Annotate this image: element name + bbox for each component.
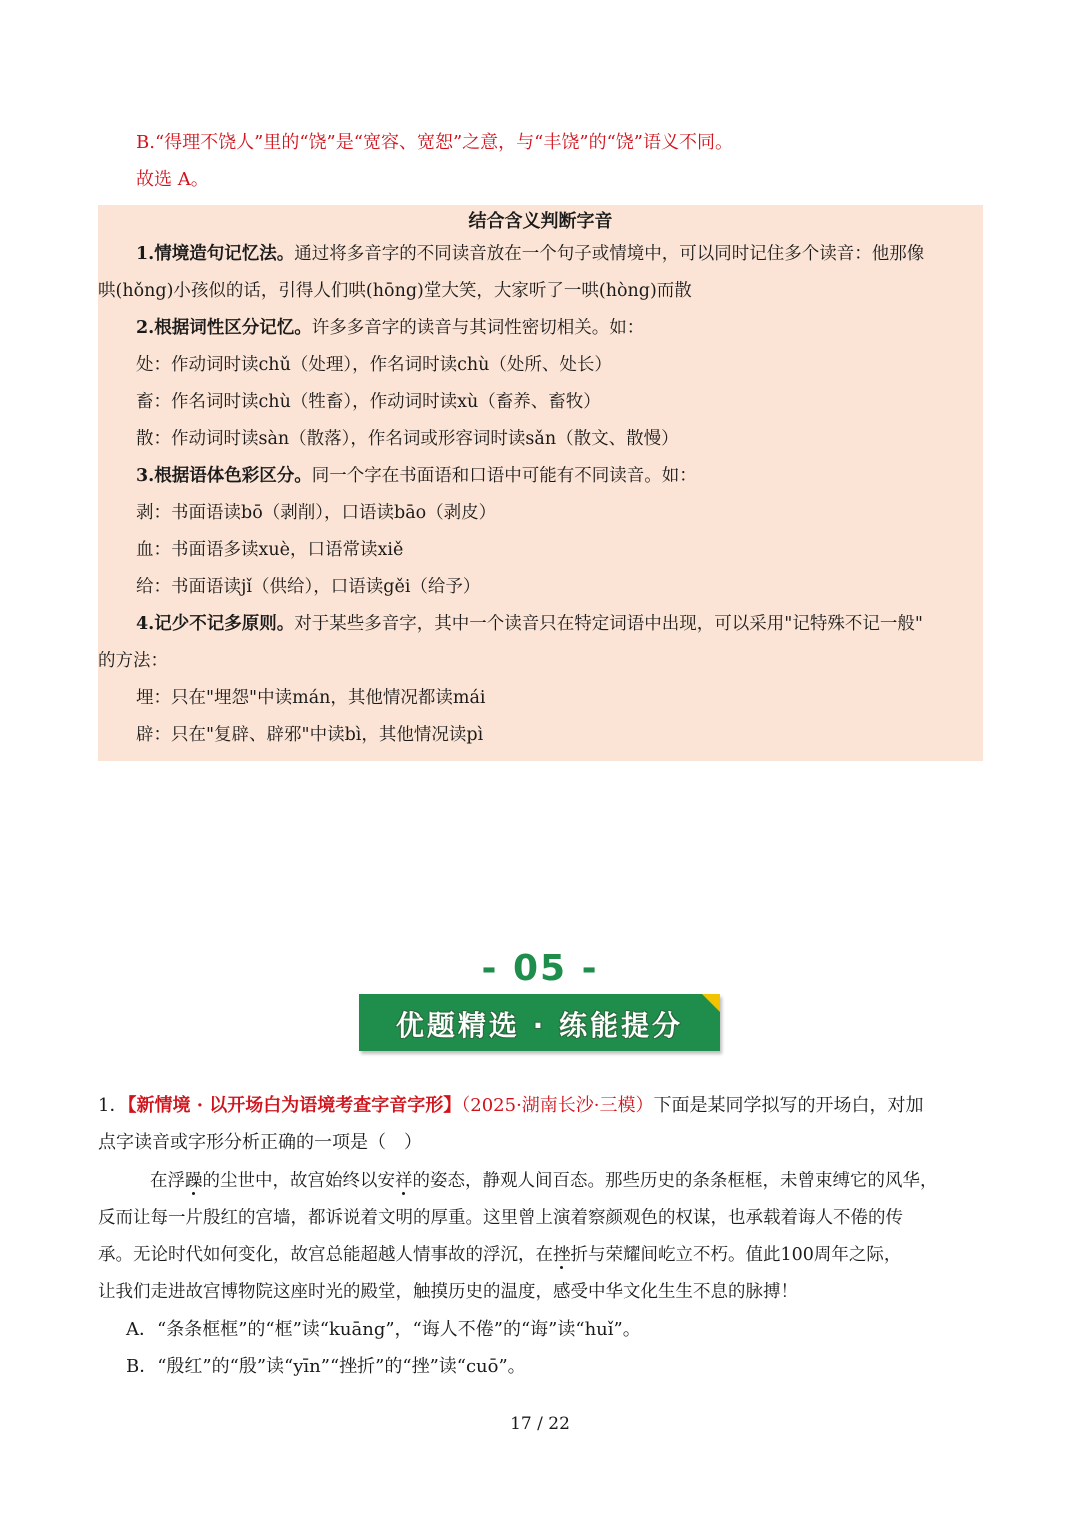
passage-text: 的尘世中，故宫始终以安 bbox=[202, 1171, 395, 1191]
passage-text: 折与荣耀间屹立不朽。值此100周年之际， bbox=[570, 1245, 902, 1265]
answer-conclusion: 故选 A。 bbox=[136, 169, 209, 190]
tip-continuation: 的方法： bbox=[98, 651, 168, 671]
tip-continuation: 哄(hǒng)小孩似的话，引得人们哄(hōng)堂大笑，大家听了一哄(hòng)而散 bbox=[98, 281, 692, 301]
passage-line bbox=[150, 1169, 938, 1193]
question-stem-continued: 点字读音或字形分析正确的一项是（ ） bbox=[98, 1132, 422, 1153]
tip-example: 埋：只在"埋怨"中读mán，其他情况都读mái bbox=[136, 688, 486, 708]
tips-box bbox=[98, 205, 983, 761]
tip-example: 剥：书面语读bō（剥削），口语读bāo（剥皮） bbox=[136, 503, 497, 523]
section-number: - 05 - bbox=[481, 948, 599, 989]
tip-head: 4.记少不记多原则。 bbox=[136, 614, 295, 634]
tip-heading-4 bbox=[136, 612, 923, 636]
section-banner bbox=[359, 994, 720, 1051]
tip-example: 给：书面语读jǐ（供给），口语读gěi（给予） bbox=[136, 577, 481, 597]
tip-text: 同一个字在书面语和口语中可能有不同读音。如： bbox=[311, 466, 697, 486]
tip-example: 血：书面语多读xuè，口语常读xiě bbox=[136, 540, 404, 560]
passage-text: 承。无论时代如何变化，故宫总能超越人情事故的浮沉，在 bbox=[98, 1245, 553, 1265]
option-a: A．“条条框框”的“框”读“kuāng”，“诲人不倦”的“诲”读“huǐ”。 bbox=[126, 1319, 641, 1340]
dotted-character: 挫 bbox=[553, 1245, 571, 1265]
question-stem bbox=[98, 1094, 924, 1118]
tip-heading-3 bbox=[136, 464, 697, 488]
question-tag: 【新情境 · 以开场白为语境考查字音字形】 bbox=[127, 1095, 462, 1116]
tip-text: 许多多音字的读音与其词性密切相关。如： bbox=[311, 318, 645, 338]
tips-title: 结合含义判断字音 bbox=[468, 211, 613, 232]
passage-line bbox=[98, 1243, 901, 1267]
tip-text: 通过将多音字的不同读音放在一个句子或情境中，可以同时记住多个读音：他那像 bbox=[294, 244, 925, 264]
tip-text: 对于某些多音字，其中一个读音只在特定词语中出现，可以采用"记特殊不记一般" bbox=[294, 614, 923, 634]
passage-text: 在浮 bbox=[150, 1171, 185, 1191]
passage-line: 让我们走进故宫博物院这座时光的殿堂，触摸历史的温度，感受中华文化生生不息的脉搏！ bbox=[98, 1282, 798, 1302]
passage-text: 的姿态，静观人间百态。那些历史的条条框框，未曾束缚它的风华， bbox=[412, 1171, 938, 1191]
section-banner-title: 优题精选 · 练能提分 bbox=[395, 1009, 684, 1042]
option-b: B．“殷红”的“殷”读“yīn”“挫折”的“挫”读“cuō”。 bbox=[126, 1356, 526, 1377]
tip-example: 散：作动词时读sàn（散落），作名词或形容词时读sǎn（散文、散慢） bbox=[136, 429, 679, 449]
tip-example: 畜：作名词时读chù（牲畜），作动词时读xù（畜养、畜牧） bbox=[136, 392, 601, 412]
tip-heading-2 bbox=[136, 316, 644, 340]
tip-example: 辟：只在"复辟、辟邪"中读bì，其他情况读pì bbox=[136, 725, 484, 745]
tip-head: 2.根据词性区分记忆。 bbox=[136, 318, 312, 338]
dotted-character: 躁 bbox=[185, 1171, 203, 1191]
answer-explanation-b: B.“得理不饶人”里的“饶”是“宽容、宽恕”之意，与“丰饶”的“饶”语义不同。 bbox=[136, 132, 733, 153]
tip-example: 处：作动词时读chǔ（处理），作名词时读chù（处所、处长） bbox=[136, 355, 612, 375]
passage-line: 反而让每一片殷红的宫墙，都诉说着文明的厚重。这里曾上演着察颜观色的权谋，也承载着诲人不倦的传 bbox=[98, 1208, 903, 1228]
dotted-character: 祥 bbox=[395, 1171, 413, 1191]
page-number: 17 / 22 bbox=[510, 1414, 570, 1434]
tip-head: 1.情境造句记忆法。 bbox=[136, 244, 295, 264]
question-number: 1． bbox=[98, 1095, 128, 1116]
tip-heading-1 bbox=[136, 242, 924, 266]
question-stem-text: 下面是某同学拟写的开场白，对加 bbox=[653, 1095, 924, 1116]
tip-head: 3.根据语体色彩区分。 bbox=[136, 466, 312, 486]
question-source: （2025·湖南长沙·三模） bbox=[461, 1095, 654, 1116]
